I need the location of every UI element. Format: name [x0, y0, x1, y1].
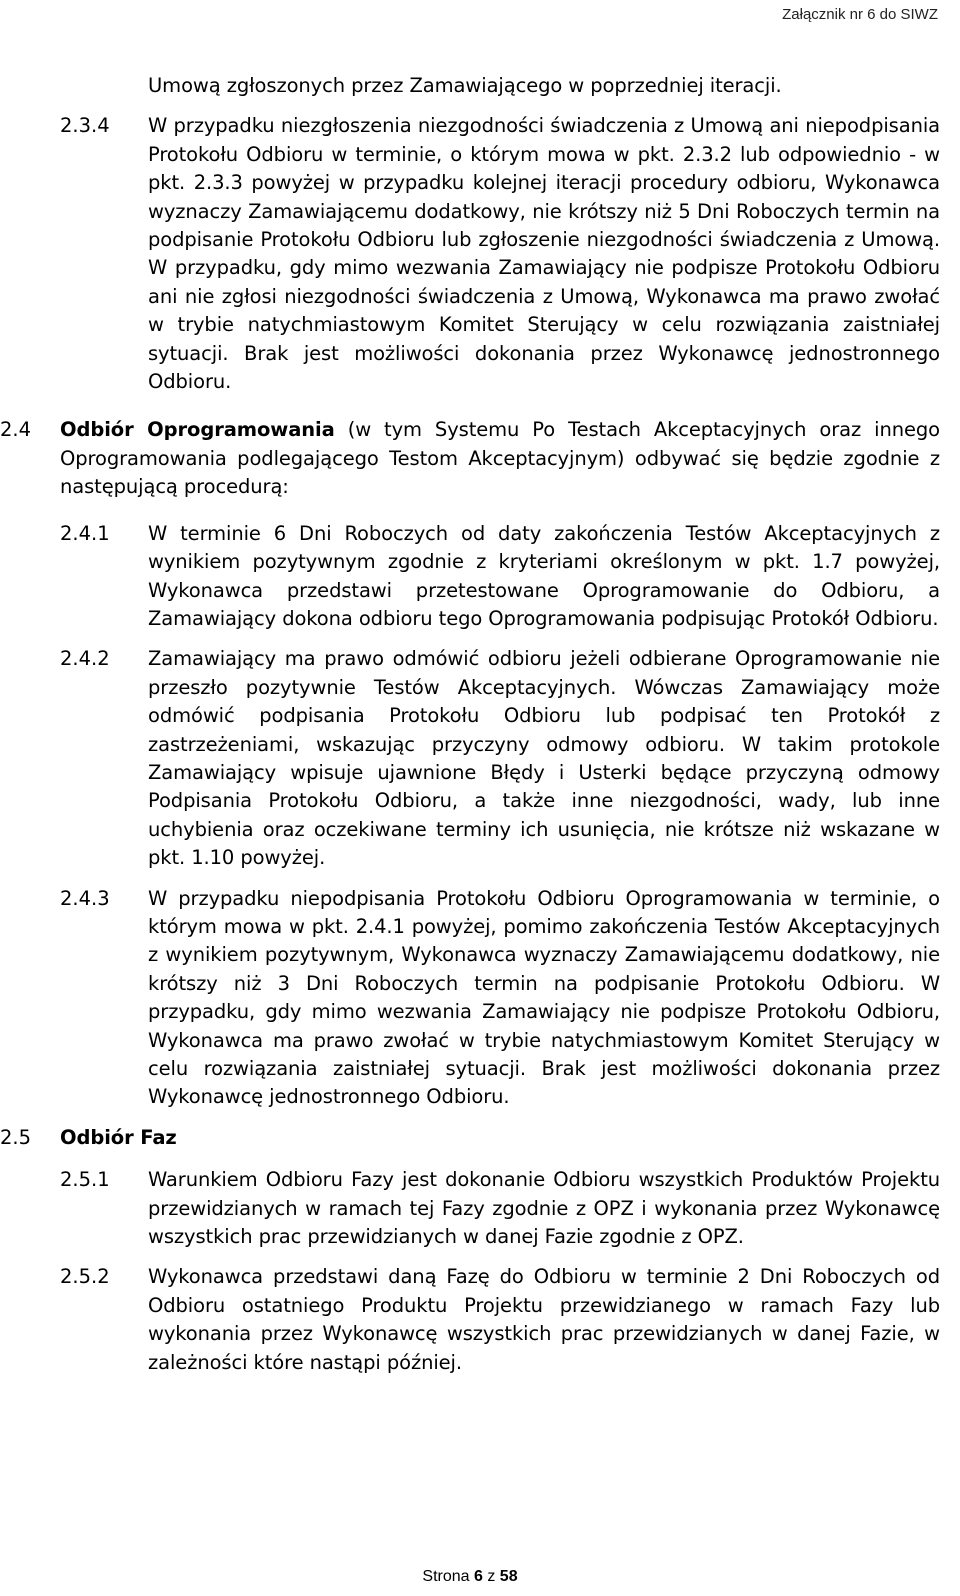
page-header: Załącznik nr 6 do SIWZ [782, 6, 938, 23]
section-title: Odbiór Oprogramowania [60, 418, 335, 442]
footer-page-number: 6 [474, 1568, 483, 1585]
section-intro [60, 416, 940, 501]
item-2-5-2 [60, 1263, 940, 1377]
page-footer [0, 1568, 940, 1586]
item-text: Zamawiający ma prawo odmówić odbioru jeżeli odbierane Oprogramowanie nie przeszło pozytywnie Testów Akceptacyjnych. Wówczas Zamawiający może odmówić podpisania Protokołu Odbioru lub podpisać ten Protokół z zastrzeżeniami, wskazując przyczyny odmowy odbioru. W takim protokole Zamawiający wpisuje ujawnione Błędy i Usterki będące przyczyną odmowy Podpisania Protokołu Odbioru, a także inne niezgodności, wady, lub inne uchybienia oraz oczekiwane terminy ich usunięcia, nie krótsze niż wskazane w pkt. 1.10 powyżej. [148, 647, 940, 870]
item-2-4-1 [60, 520, 940, 634]
item-number: 2.4.3 [60, 886, 110, 910]
section-2-4 [0, 416, 940, 501]
footer-prefix: Strona [422, 1568, 474, 1585]
footer-middle: z [482, 1568, 500, 1585]
item-text: Wykonawca przedstawi daną Fazę do Odbioru w terminie 2 Dni Roboczych od Odbioru ostatniego Produktu Projektu przewidzianego w ramach Fazy lub wykonania przez Wykonawcę wszystkich prac przewidzianych w danej Fazie, w zależności które nastąpi później. [148, 1265, 940, 1374]
item-number: 2.3.4 [60, 114, 110, 138]
item-text: W przypadku niepodpisania Protokołu Odbioru Oprogramowania w terminie, o którym mowa w pkt. 2.4.1 powyżej, pomimo zakończenia Testów Akceptacyjnych z wynikiem pozytywnym, Wykonawca wyznaczy Zamawiającemu dodatkowy, nie krótszy niż 3 Dni Roboczych termin na podpisanie Protokołu Odbioru. W przypadku, gdy mimo wezwania Zamawiający nie podpisze Protokołu Odbioru, Wykonawca ma prawo zwołać w trybie natychmiastowym Komitet Sterujący w celu rozwiązania zaistniałej sytuacji. Brak jest możliwości dokonania przez Wykonawcę jednostronnego Odbioru. [148, 886, 940, 1109]
footer-page-total: 58 [499, 1568, 518, 1585]
item-number: 2.4.2 [60, 647, 110, 671]
section-title: Odbiór Faz [60, 1125, 177, 1149]
item-text: W terminie 6 Dni Roboczych od daty zakończenia Testów Akceptacyjnych z wynikiem pozytywnym zgodnie z kryteriami określonym w pkt. 1.7 powyżej, Wykonawca przedstawi przetestowane Oprogramowanie do Odbioru, a Zamawiający dokona odbioru tego Oprogramowania podpisując Protokół Odbioru. [148, 521, 940, 630]
item-text: Warunkiem Odbioru Fazy jest dokonanie Odbioru wszystkich Produktów Projektu przewidzianych w ramach tej Fazy zgodnie z OPZ i wykonania przez Wykonawcę wszystkich prac przewidzianych w danej Fazie zgodnie z OPZ. [148, 1168, 940, 1249]
item-2-3-4 [60, 112, 940, 396]
item-2-4-3 [60, 885, 940, 1112]
section-number: 2.4 [0, 418, 32, 442]
item-number: 2.4.1 [60, 521, 110, 545]
item-text: W przypadku niezgłoszenia niezgodności świadczenia z Umową ani niepodpisania Protokołu Odbioru w terminie, o którym mowa w pkt. 2.3.2 lub odpowiednio - w pkt. 2.3.3 powyżej w przypadku kolejnej iteracji procedury odbioru, Wykonawca wyznaczy Zamawiającemu dodatkowy, nie krótszy niż 5 Dni Roboczych termin na podpisanie Protokołu Odbioru lub zgłoszenie niezgodności świadczenia z Umową. W przypadku, gdy mimo wezwania Zamawiający nie podpisze Protokołu Odbioru ani nie zgłosi niezgodności świadczenia z Umową, Wykonawca ma prawo zwołać w trybie natychmiastowym Komitet Sterujący w celu rozwiązania zaistniałej sytuacji. Brak jest możliwości dokonania przez Wykonawcę jednostronnego Odbioru. [148, 114, 940, 394]
item-number: 2.5.2 [60, 1265, 110, 1289]
item-number: 2.5.1 [60, 1168, 110, 1192]
section-number: 2.5 [0, 1125, 32, 1149]
continuation-line: Umową zgłoszonych przez Zamawiającego w poprzedniej iteracji. [148, 74, 782, 97]
section-intro-text: (w tym Systemu Po Testach Akceptacyjnych oraz innego Oprogramowania podlegającego Testom Akceptacyjnym) odbywać się będzie zgodnie z następującą procedurą: [60, 418, 940, 499]
section-2-5 [0, 1124, 940, 1152]
item-2-4-2 [60, 645, 940, 872]
document-body [0, 70, 940, 1377]
item-2-5-1 [60, 1166, 940, 1251]
